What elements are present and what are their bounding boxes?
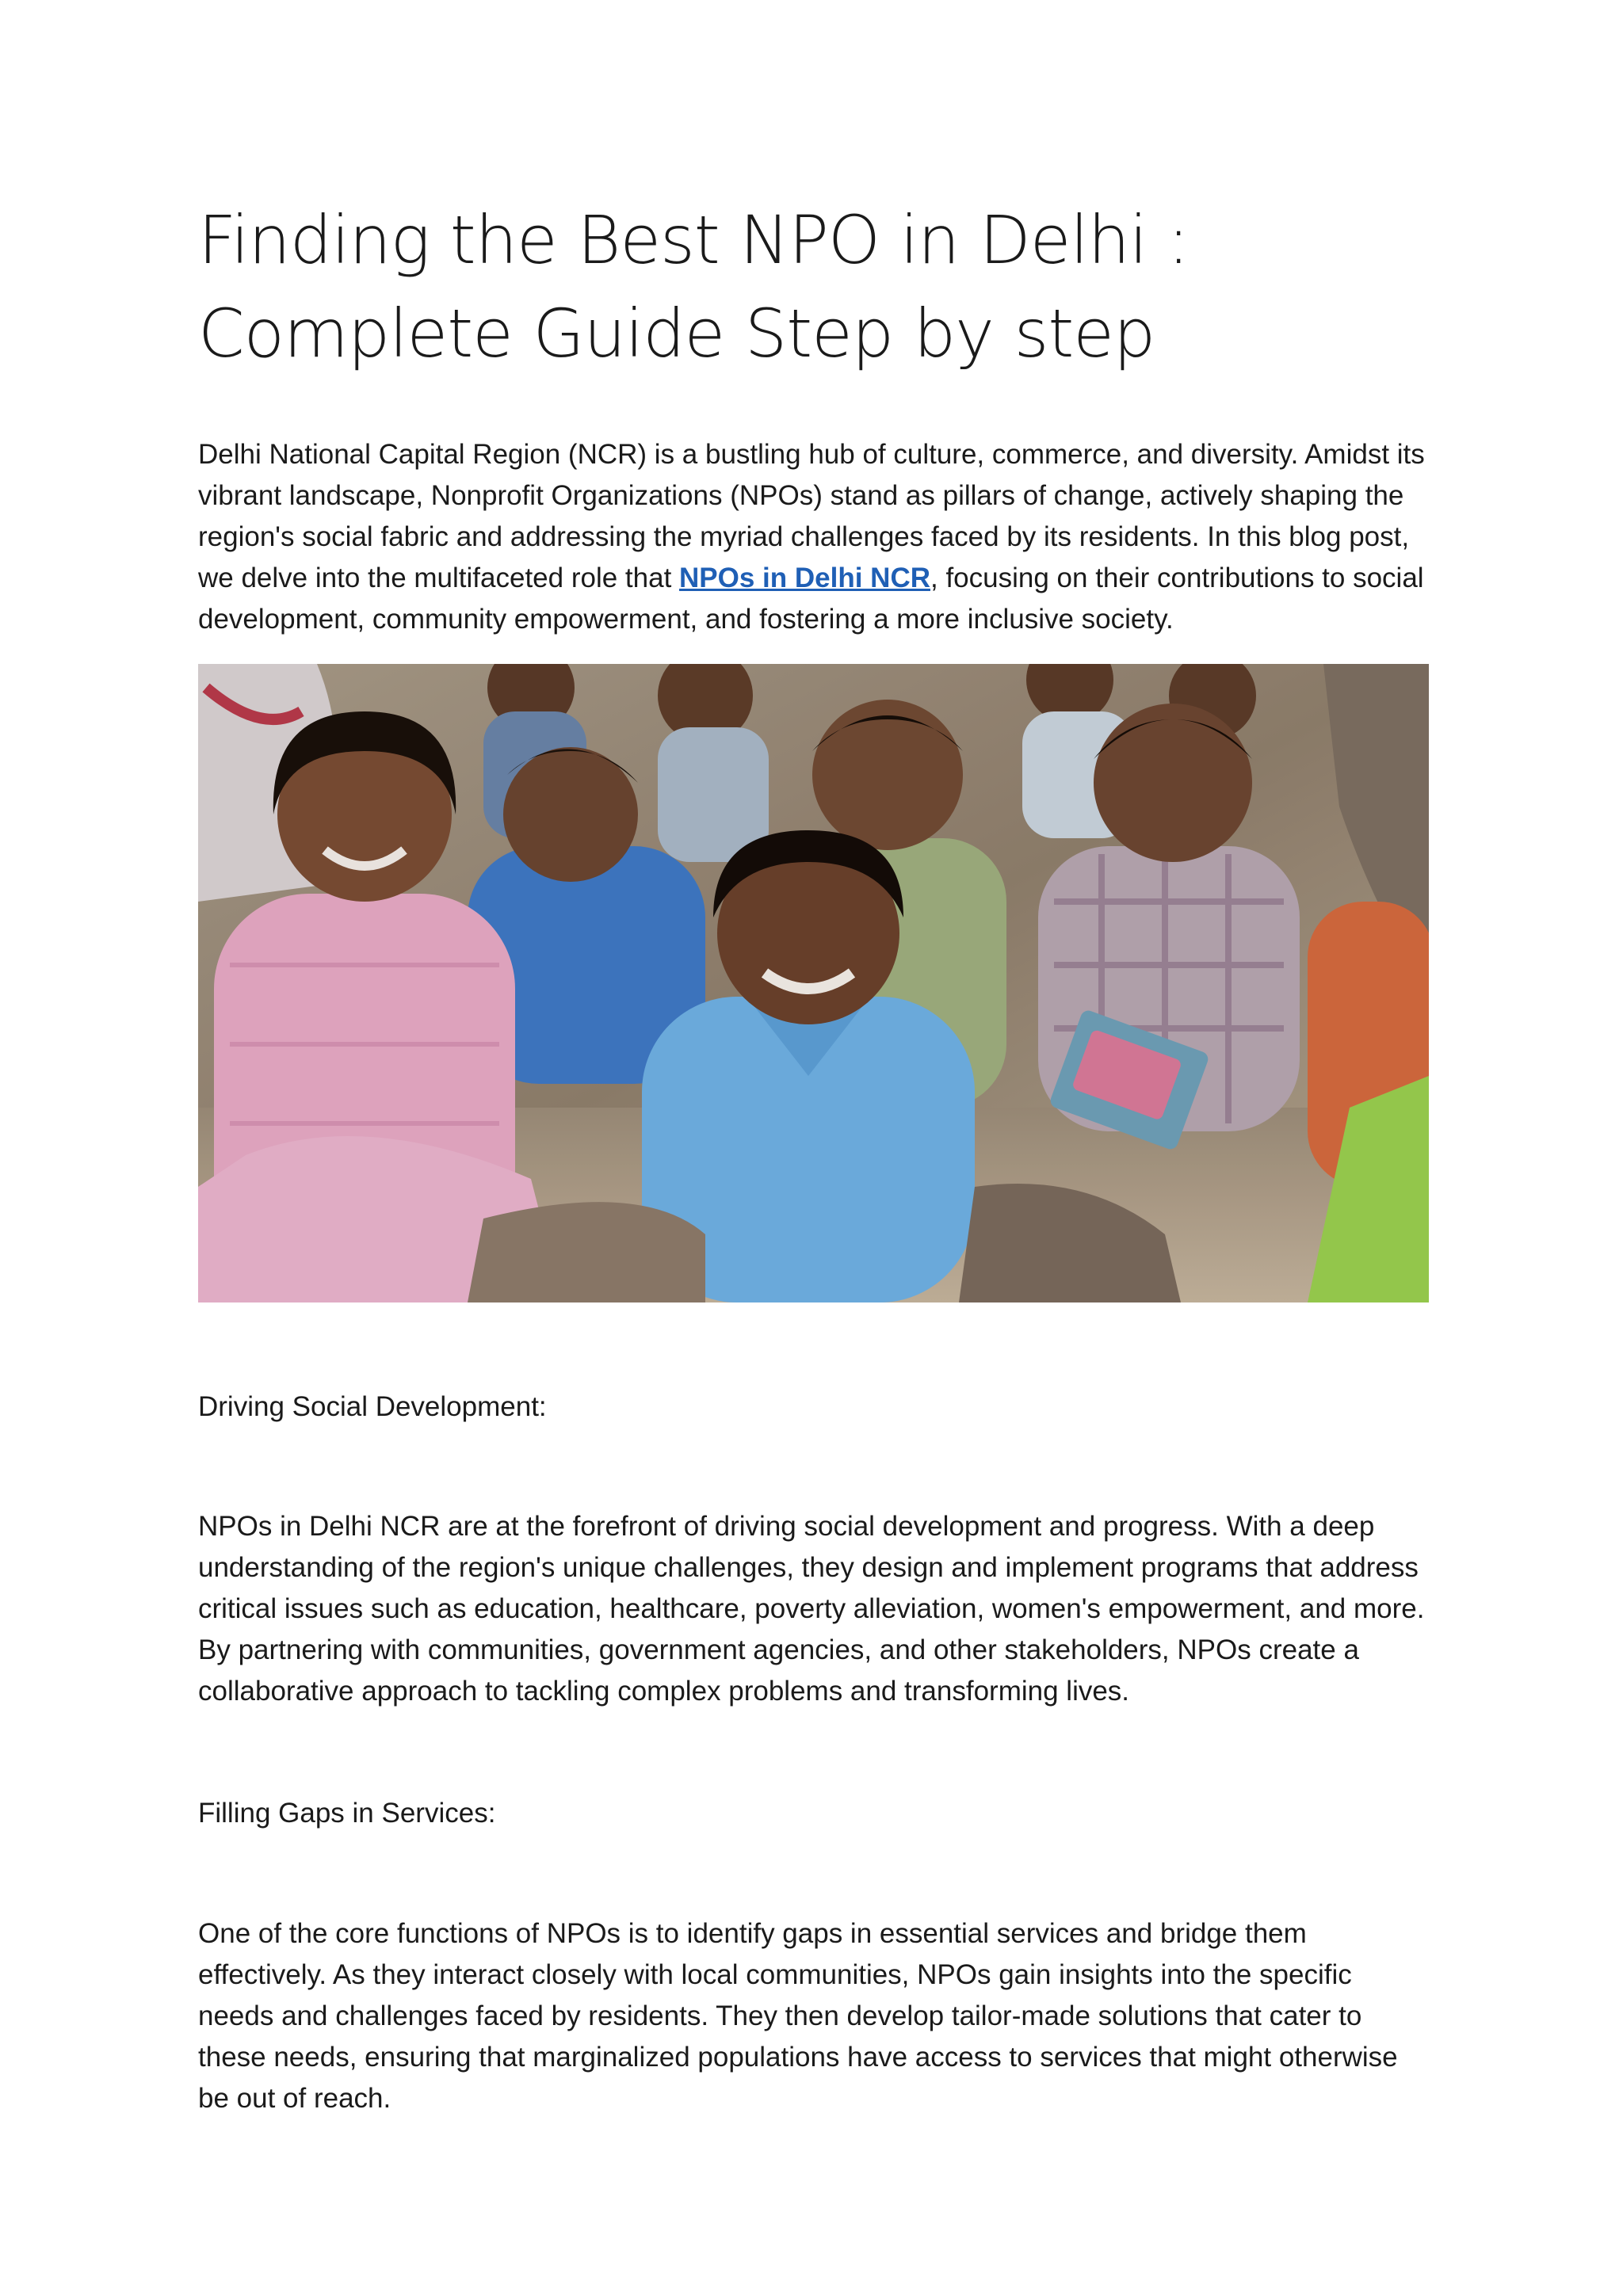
section-heading-social-development: Driving Social Development: bbox=[198, 1391, 547, 1422]
page-title: Finding the Best NPO in Delhi : Complete Guide Step by step bbox=[198, 201, 1190, 372]
intro-text-before-link: Delhi National Capital Region (NCR) is a bustling hub of culture, commerce, and diversity. Amidst its vibrant landscape, Nonprofit Organizations (NPOs) stand as pillars of change, actively shaping the region's social fabric and addressing the myriad challenges faced by its residents. In this blog post, we delve into the multifaceted role that bbox=[198, 439, 1425, 593]
section-body-social-development: NPOs in Delhi NCR are at the forefront of driving social development and progress. With a deep understanding of the region's unique challenges, they design and implement programs that address critical issues such as education, healthcare, poverty alleviation, women's empowerment, and more. By partnering with communities, government agencies, and other stakeholders, NPOs create a collaborative approach to tackling complex problems and transforming lives. bbox=[198, 1511, 1425, 1707]
intro-text-after-link: , focusing on their contributions to social development, community empowerment, and fostering a more inclusive society. bbox=[198, 563, 1424, 635]
children-photo bbox=[198, 664, 1429, 1302]
intro-paragraph bbox=[198, 434, 1434, 640]
section-body-filling-gaps: One of the core functions of NPOs is to identify gaps in essential services and bridge them effectively. As they interact closely with local communities, NPOs gain insights into the specific needs and challenges faced by residents. They then develop tailor-made solutions that cater to these needs, ensuring that marginalized populations have access to services that might otherwise be out of reach. bbox=[198, 1918, 1398, 2114]
npos-delhi-ncr-link[interactable]: NPOs in Delhi NCR bbox=[679, 563, 930, 593]
section-heading-filling-gaps: Filling Gaps in Services: bbox=[198, 1798, 496, 1829]
